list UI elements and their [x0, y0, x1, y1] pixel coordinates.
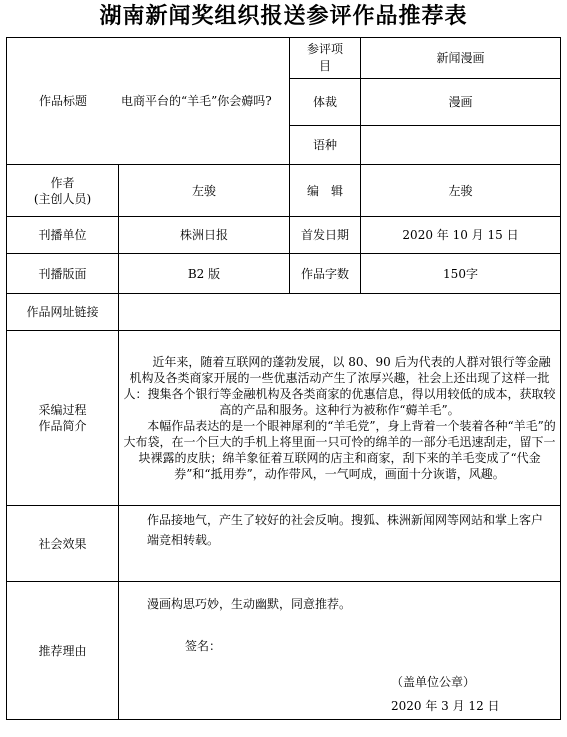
row-category: [7, 38, 561, 79]
process-label-line1: 采编过程: [38, 403, 87, 417]
category-label: [290, 38, 361, 79]
recommendation-form-table: [6, 37, 561, 720]
genre-label: 体裁: [290, 79, 361, 126]
work-title-block: [7, 38, 290, 165]
category-value: 新闻漫画: [361, 38, 561, 79]
row-author: [7, 165, 561, 217]
process-paragraph-1: 近年来，随着互联网的蓬勃发展，以 80、90 后为代表的人群对银行等金融机构及各类商家开展的一些优惠活动产生了浓厚兴趣，社会上还出现了这样一批人：搜集各个银行等金融机构及各类商家的优惠信息，得以用较低的成本，获取较高的产品和服务。这种行为被称作“薅羊毛”。: [123, 355, 556, 417]
author-label-line1: 作者: [50, 175, 75, 190]
language-value: [361, 126, 561, 165]
author-value: 左骏: [119, 165, 290, 217]
signature-label: 签名：: [185, 639, 222, 653]
publisher-label: 刊播单位: [7, 217, 119, 254]
url-value: [119, 294, 561, 331]
process-text: [119, 331, 561, 506]
publisher-value: 株洲日报: [119, 217, 290, 254]
process-label-line2: 作品简介: [38, 419, 87, 433]
language-label: 语种: [290, 126, 361, 165]
row-effect: [7, 506, 561, 582]
work-title-label: 作品标题: [38, 94, 87, 108]
recommend-text: 漫画构思巧妙，生动幽默，同意推荐。: [147, 597, 352, 611]
form-title: 湖南新闻奖组织报送参评作品推荐表: [99, 4, 468, 29]
genre-value: 漫画: [361, 79, 561, 126]
word-count-label: 作品字数: [290, 254, 361, 294]
row-process: [7, 331, 561, 506]
page-value: B2 版: [119, 254, 290, 294]
work-title-inner: [7, 93, 289, 109]
process-paragraph-2: 本幅作品表达的是一个眼神犀利的“羊毛党”，身上背着一个装着各种“羊毛”的大布袋，在一个巨大的手机上将里面一只可怜的绵羊的一部分毛迅速刮走，留下一块裸露的皮肤；绵羊象征着互联网的店主和商家，刮下来的羊毛变成了“代金券”和“抵用券”，动作带风，一气呵成，画面十分诙谐，风趣。: [123, 419, 556, 481]
row-publisher: [7, 217, 561, 254]
recommend-cell: [119, 582, 561, 720]
author-label: [7, 165, 119, 217]
author-label-line2: (主创人员): [33, 191, 92, 206]
first-date-value: 2020 年 10 月 15 日: [361, 217, 561, 254]
editor-label: 编 辑: [290, 165, 361, 217]
first-date-label: 首发日期: [290, 217, 361, 254]
row-url: [7, 294, 561, 331]
recommend-label: 推荐理由: [7, 582, 119, 720]
row-recommend: [7, 582, 561, 720]
editor-value: 左骏: [361, 165, 561, 217]
seal-label: （盖单位公章）: [391, 675, 476, 689]
page-label: 刊播版面: [7, 254, 119, 294]
work-title-value: 电商平台的“羊毛”你会薅吗?: [121, 94, 272, 108]
recommend-date: 2020 年 3 月 12 日: [391, 699, 500, 713]
effect-text: 作品接地气，产生了较好的社会反响。搜狐、株洲新闻网等网站和掌上客户端竞相转载。: [119, 506, 561, 582]
word-count-value: 150字: [361, 254, 561, 294]
url-label: 作品网址链接: [7, 294, 119, 331]
category-label-text: 参评项目: [307, 42, 344, 73]
row-page: [7, 254, 561, 294]
process-label: [7, 331, 119, 506]
effect-label: 社会效果: [7, 506, 119, 582]
